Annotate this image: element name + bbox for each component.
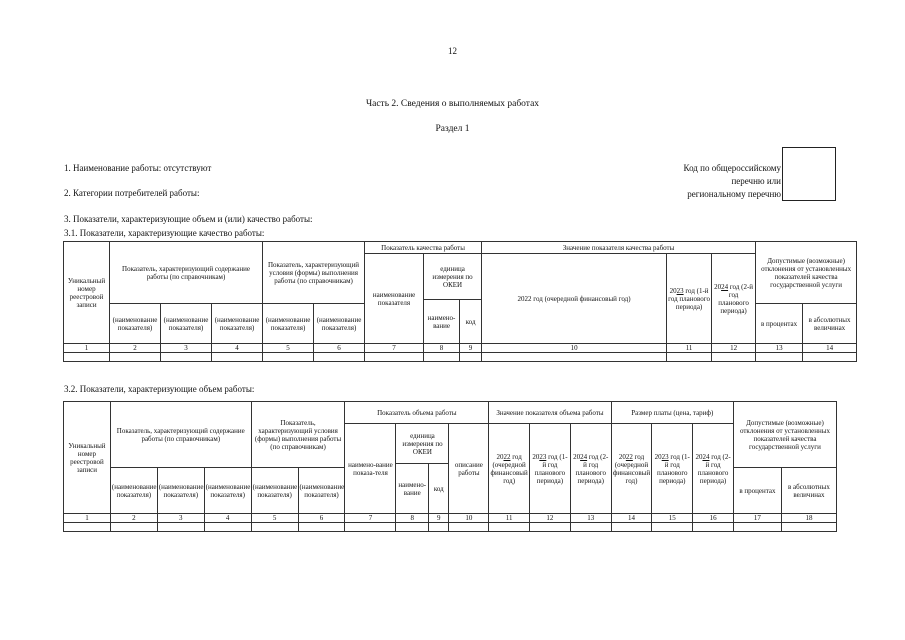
t2-col-num: 3 xyxy=(157,514,204,523)
t2-price-header: Размер платы (цена, тариф) xyxy=(611,402,733,424)
t1-quality-header: Показатель качества работы xyxy=(365,242,482,254)
t2-unique-header: Уникальный номер реестровой записи xyxy=(64,402,111,514)
t2-deviation-header: Допустимые (возможные) отклонения от установленных показателей качества государственной услуги xyxy=(733,402,836,468)
t2-content-header: Показатель, характеризующий содержание работы (по справочникам) xyxy=(110,402,251,468)
t2-content-ind-3: (наименование показателя) xyxy=(204,468,251,514)
t2-column-numbers xyxy=(64,514,837,523)
t1-col-num: 14 xyxy=(803,344,857,353)
code-label xyxy=(640,162,781,201)
indicators-line: 3. Показатели, характеризующие объем и (или) качество работы: xyxy=(64,214,313,224)
t2-volume-header: Показатель объема работы xyxy=(345,402,489,424)
t1-cell[interactable] xyxy=(365,353,424,362)
t1-col-num: 7 xyxy=(365,344,424,353)
t2-content-ind-1: (наименование показателя) xyxy=(110,468,157,514)
t2-cell[interactable] xyxy=(157,523,204,532)
part-title: Часть 2. Сведения о выполняемых работах xyxy=(365,99,540,109)
t1-cell[interactable] xyxy=(460,353,482,362)
t2-price-2022-header: 2022 год (очередной финансовый год) xyxy=(611,424,652,514)
t1-col-num: 5 xyxy=(263,344,314,353)
t1-cell[interactable] xyxy=(64,353,110,362)
t1-content-ind-1: (наименование показателя) xyxy=(110,304,161,344)
t2-col-num: 18 xyxy=(781,514,836,523)
quality-indicators-line: 3.1. Показатели, характеризующие качество работы: xyxy=(64,228,265,238)
t2-col-num: 12 xyxy=(530,514,571,523)
t2-absolute-header: в абсолютных величинах xyxy=(781,468,836,514)
t2-cell[interactable] xyxy=(204,523,251,532)
t2-description-header: описание работы xyxy=(449,424,489,514)
t2-col-num: 15 xyxy=(652,514,693,523)
t2-value-header: Значение показателя объема работы xyxy=(489,402,611,424)
volume-table xyxy=(63,401,837,532)
t1-col-num: 13 xyxy=(756,344,803,353)
t2-cell[interactable] xyxy=(611,523,652,532)
t1-cell[interactable] xyxy=(712,353,756,362)
t1-cell[interactable] xyxy=(482,353,667,362)
t2-cell[interactable] xyxy=(652,523,693,532)
t2-cell[interactable] xyxy=(489,523,530,532)
t2-cell[interactable] xyxy=(110,523,157,532)
t2-value-2022-header: 2022 год (очередной финансовый год) xyxy=(489,424,530,514)
t1-year-2023-header: 2023 год (1-й год планового периода) xyxy=(667,254,712,344)
t1-content-ind-3: (наименование показателя) xyxy=(212,304,263,344)
t1-cell[interactable] xyxy=(212,353,263,362)
t2-col-num: 9 xyxy=(429,514,449,523)
code-label-line-1: Код по общероссийскому xyxy=(683,163,781,173)
t1-absolute-header: в абсолютных величинах xyxy=(803,304,857,344)
t1-cell[interactable] xyxy=(161,353,212,362)
t1-year-2022-header: 2022 год (очередной финансовый год) xyxy=(482,254,667,344)
t1-col-num: 11 xyxy=(667,344,712,353)
t1-unit-name-header: наимено-вание xyxy=(424,300,460,344)
t1-col-num: 4 xyxy=(212,344,263,353)
t1-content-header: Показатель, характеризующий содержание работы (по справочникам) xyxy=(110,242,263,304)
page-number: 12 xyxy=(448,46,457,56)
t2-data-row xyxy=(64,523,837,532)
t2-cell[interactable] xyxy=(781,523,836,532)
t1-col-num: 2 xyxy=(110,344,161,353)
t1-conditions-ind-1: (наименование показателя) xyxy=(263,304,314,344)
t2-cell[interactable] xyxy=(64,523,111,532)
t2-cell[interactable] xyxy=(733,523,781,532)
t1-conditions-header: Показатель, характеризующий условия (формы) выполнения работы (по справочникам) xyxy=(263,242,365,304)
t1-cell[interactable] xyxy=(110,353,161,362)
t1-unit-header: единица измерения по ОКЕИ xyxy=(424,254,482,300)
t1-col-num: 3 xyxy=(161,344,212,353)
t2-value-2024-header: 2024 год (2-й год планового периода) xyxy=(570,424,611,514)
t1-cell[interactable] xyxy=(424,353,460,362)
t2-cell[interactable] xyxy=(251,523,298,532)
t2-conditions-ind-1: (наименование показателя) xyxy=(251,468,298,514)
t2-cell[interactable] xyxy=(570,523,611,532)
t1-indicator-name-header: наименование показателя xyxy=(365,254,424,344)
t1-conditions-ind-2: (наименование показателя) xyxy=(314,304,365,344)
t1-cell[interactable] xyxy=(756,353,803,362)
t1-col-num: 6 xyxy=(314,344,365,353)
volume-indicators-line: 3.2. Показатели, характеризующие объем работы: xyxy=(64,384,255,394)
registry-code-box[interactable] xyxy=(782,147,836,201)
t2-code-header: код xyxy=(429,464,449,514)
t1-percent-header: в процентах xyxy=(756,304,803,344)
t1-value-header: Значение показателя качества работы xyxy=(482,242,756,254)
t2-value-2023-header: 2023 год (1-й год планового периода) xyxy=(530,424,571,514)
t2-unit-name-header: наимено-вание xyxy=(396,464,429,514)
t1-data-row xyxy=(64,353,857,362)
t1-unique-header: Уникальный номер реестровой записи xyxy=(64,242,110,344)
t2-col-num: 1 xyxy=(64,514,111,523)
t2-col-num: 8 xyxy=(396,514,429,523)
t1-col-num: 1 xyxy=(64,344,110,353)
t1-cell[interactable] xyxy=(803,353,857,362)
quality-table xyxy=(63,241,857,362)
t2-cell[interactable] xyxy=(298,523,345,532)
t2-conditions-ind-2: (наименование показателя) xyxy=(298,468,345,514)
t2-col-num: 14 xyxy=(611,514,652,523)
t2-conditions-header: Показатель, характеризующий условия (формы) выполнения работы (по справочникам) xyxy=(251,402,345,468)
t1-cell[interactable] xyxy=(667,353,712,362)
t2-col-num: 13 xyxy=(570,514,611,523)
t2-col-num: 11 xyxy=(489,514,530,523)
section-title: Раздел 1 xyxy=(435,124,470,134)
t1-col-num: 8 xyxy=(424,344,460,353)
t1-year-2024-header: 2024 год (2-й год планового периода) xyxy=(712,254,756,344)
t1-cell[interactable] xyxy=(263,353,314,362)
t1-content-ind-2: (наименование показателя) xyxy=(161,304,212,344)
t2-col-num: 5 xyxy=(251,514,298,523)
t2-cell[interactable] xyxy=(449,523,489,532)
work-name-line: 1. Наименование работы: отсутствуют xyxy=(64,163,212,173)
t1-cell[interactable] xyxy=(314,353,365,362)
t2-cell[interactable] xyxy=(345,523,396,532)
t2-col-num: 4 xyxy=(204,514,251,523)
t2-price-2023-header: 2023 год (1-й год планового периода) xyxy=(652,424,693,514)
t2-cell[interactable] xyxy=(396,523,429,532)
t2-col-num: 2 xyxy=(110,514,157,523)
t2-percent-header: в процентах xyxy=(733,468,781,514)
t1-col-num: 12 xyxy=(712,344,756,353)
t2-cell[interactable] xyxy=(429,523,449,532)
t2-col-num: 16 xyxy=(693,514,734,523)
t1-code-header: код xyxy=(460,300,482,344)
t2-cell[interactable] xyxy=(530,523,571,532)
t2-col-num: 10 xyxy=(449,514,489,523)
t2-cell[interactable] xyxy=(693,523,734,532)
consumer-categories-line: 2. Категории потребителей работы: xyxy=(64,188,200,198)
t2-col-num: 17 xyxy=(733,514,781,523)
t1-column-numbers xyxy=(64,344,857,353)
code-label-line-2: перечню или xyxy=(731,176,781,186)
t2-unit-header: единица измерения по ОКЕИ xyxy=(396,424,449,464)
t1-col-num: 10 xyxy=(482,344,667,353)
t1-col-num: 9 xyxy=(460,344,482,353)
t2-price-2024-header: 2024 год (2-й год планового периода) xyxy=(693,424,734,514)
t2-col-num: 7 xyxy=(345,514,396,523)
t1-deviation-header: Допустимые (возможные) отклонения от установленных показателей качества государственной услуги xyxy=(756,242,857,304)
code-label-line-3: региональному перечню xyxy=(687,189,781,199)
t2-col-num: 6 xyxy=(298,514,345,523)
t2-content-ind-2: (наименование показателя) xyxy=(157,468,204,514)
t2-indicator-name-header: наимено-вание показа-теля xyxy=(345,424,396,514)
